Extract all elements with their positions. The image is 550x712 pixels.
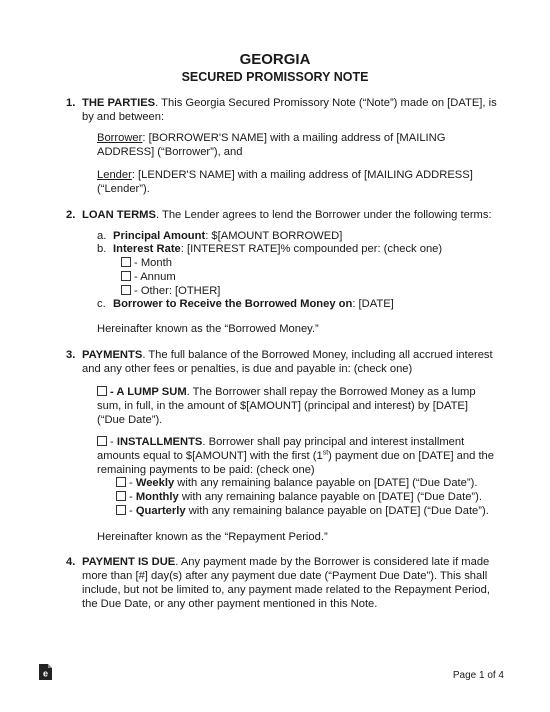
interest-rate-value: : [INTEREST RATE]% compounded per: (check one) [180,243,443,255]
installments-line3: remaining payments to be paid: (check one) [97,464,315,476]
receive-date-value: : [DATE] [352,298,394,310]
monthly-label: Monthly [135,491,179,503]
checkbox-icon[interactable] [121,285,131,295]
parties-text-line1: . This Georgia Secured Promissory Note (“Note”) made on [DATE], is [155,97,497,109]
checkbox-icon[interactable] [116,491,126,501]
payments-text-line1: . The full balance of the Borrowed Money, including all accrued interest [142,349,493,361]
lender-line2: (“Lender”). [97,183,150,195]
receive-date-label: Borrower to Receive the Borrowed Money on [113,298,353,310]
option-annum-label: - Annum [134,271,176,283]
lender-line1: : [LENDER'S NAME] with a mailing address of [MAILING ADDRESS] [131,169,473,181]
installments-line2a: amounts equal to $[AMOUNT] with the first (1 [97,450,323,462]
lump-sum-checkbox-icon[interactable] [97,386,107,396]
dash: - [129,491,136,503]
lump-sum-option [97,385,517,427]
installments-checkbox-icon[interactable] [97,436,107,446]
installments-line1: . Borrower shall pay principal and interest installment [202,436,465,448]
section-heading: LOAN TERMS [82,209,156,221]
installments-label: INSTALLMENTS [116,436,203,448]
section-number: 2. [66,209,76,221]
logo-letter: e [42,668,49,679]
checkbox-icon[interactable] [116,477,126,487]
principal-amount-item [113,229,342,243]
borrower-clause [97,131,517,159]
weekly-text: with any remaining balance payable on [DATE] (“Due Date”). [174,477,478,489]
checkbox-icon[interactable] [116,505,126,515]
payment-due-line4: the Due Date, or any other payment mentioned in this Note. [82,598,378,610]
lump-sum-line3: (“Due Date”). [97,414,163,426]
payment-due-text [82,555,517,611]
interest-rate-label: Interest Rate [113,243,181,255]
lump-sum-label: - A LUMP SUM [110,386,187,398]
weekly-label: Weekly [135,477,175,489]
section-number: 4. [66,556,76,568]
borrowed-money-definition: Hereinafter known as the “Borrowed Money.” [97,323,319,335]
interest-rate-item [113,242,442,256]
borrower-line1: : [BORROWER'S NAME] with a mailing address of [MAILING [142,132,446,144]
lender-clause [97,168,517,196]
parties-intro [82,96,512,124]
list-marker-b: b. [97,243,107,255]
option-other-label: - Other: [OTHER] [134,285,221,297]
section-number: 1. [66,97,76,109]
loan-terms-intro [82,208,512,222]
loan-terms-text: . The Lender agrees to lend the Borrower under the following terms: [155,209,492,221]
borrower-line2: ADDRESS] (“Borrower”), and [97,146,243,158]
checkbox-icon[interactable] [121,271,131,281]
dash: - [129,505,136,517]
eforms-logo-icon [39,664,52,680]
payments-intro [82,348,512,376]
payment-due-line3: include, but not be limited to, any payment made related to the Repayment Period, [82,584,490,596]
document-title: SECURED PROMISSORY NOTE [181,70,369,84]
receive-date-item [113,297,394,311]
payment-due-line1: . Any payment made by the Borrower is considered late if made [175,556,490,568]
option-month-label: - Month [134,257,172,269]
section-heading: THE PARTIES [82,97,156,109]
installments-option [97,435,522,477]
option-other[interactable] [121,284,220,298]
section-heading: PAYMENTS [82,349,143,361]
page-number: Page 1 of 4 [452,670,504,681]
lump-sum-line1: . The Borrower shall repay the Borrowed Money as a lump [186,386,476,398]
list-marker-a: a. [97,230,107,242]
principal-amount-value: : $[AMOUNT BORROWED] [205,230,343,242]
lump-sum-line2: sum, in full, in the amount of $[AMOUNT] (principal and interest) by [DATE] [97,400,468,412]
parties-text-line2: by and between: [82,111,165,123]
installments-line2b: ) payment due on [DATE] and the [328,450,494,462]
quarterly-label: Quarterly [135,505,186,517]
principal-amount-label: Principal Amount [113,230,206,242]
dash: - [129,477,136,489]
option-monthly[interactable] [116,490,482,504]
section-heading: PAYMENT IS DUE [82,556,176,568]
option-quarterly[interactable] [116,504,489,518]
installments-dash: - [110,436,117,448]
borrower-label: Borrower [97,132,143,144]
section-number: 3. [66,349,76,361]
checkbox-icon[interactable] [121,257,131,267]
option-weekly[interactable] [116,476,477,490]
quarterly-text: with any remaining balance payable on [DATE] (“Due Date”). [185,505,489,517]
monthly-text: with any remaining balance payable on [DATE] (“Due Date”). [178,491,482,503]
option-annum[interactable] [121,270,176,284]
payment-due-line2: more than [#] day(s) after any payment due date (“Payment Due Date”). This shall [82,570,488,582]
repayment-period-definition: Hereinafter known as the “Repayment Period.” [97,531,328,543]
installments-ordinal: st [322,449,329,457]
payments-text-line2: and any other fees or penalties, is due and payable in: (check one) [82,363,413,375]
option-month[interactable] [121,256,172,270]
document-state-title: GEORGIA [239,51,311,68]
list-marker-c: c. [97,298,106,310]
lender-label: Lender [97,169,132,181]
